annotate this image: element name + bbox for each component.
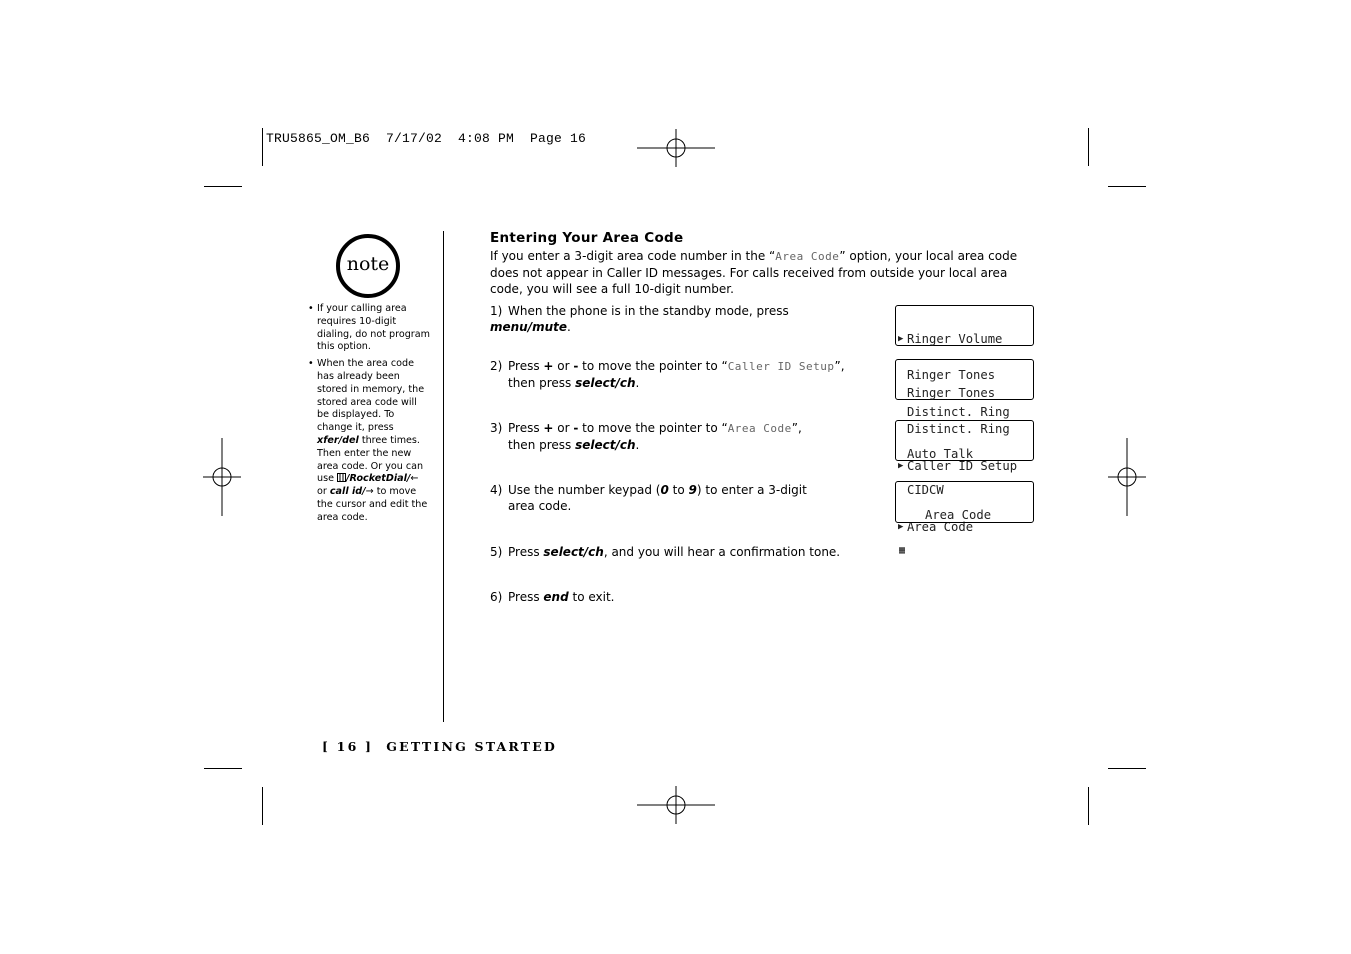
key-rocketdial: /RocketDial/ (346, 473, 411, 485)
page-footer: [ 16 ] GETTING STARTED (322, 739, 558, 754)
lcd-row: ▶ Caller ID Setup (898, 459, 1018, 474)
key-plus: + (543, 359, 554, 373)
note-list (306, 303, 430, 529)
key-0: 0 (660, 483, 669, 497)
lcd-row: CIDCW (907, 483, 944, 498)
lcd-row: ▶ Ringer Volume (898, 331, 1003, 346)
note-bullet: • When the area code has already been stored in memory, the stored area code will be displayed. To change it, press xfer/del three times. Then enter the new area code. Or you can use /RocketDial/← or call id/→ to move the cursor and edit the area code. (306, 358, 430, 524)
crop-mark (262, 787, 263, 825)
step-4: 4) Use the number keypad (0 to 9) to enter a 3-digit area code. (490, 483, 807, 513)
lcd-text: Caller ID Setup (727, 360, 835, 373)
pointer-icon: ▶ (898, 461, 904, 472)
note-label: note (346, 253, 390, 275)
print-slug: TRU5865_OM_B6 7/17/02 4:08 PM Page 16 (266, 131, 587, 146)
lcd-text: Area Code (727, 422, 792, 435)
crop-mark (1088, 128, 1089, 166)
key-end: end (543, 590, 569, 604)
key-select-ch: select/ch (575, 438, 636, 452)
crop-mark (262, 128, 263, 166)
key-select-ch: select/ch (575, 376, 636, 390)
registration-mark-icon (637, 129, 715, 167)
lcd-row: ▶ Area Code (898, 520, 974, 535)
note-bullet: • If your calling area requires 10-digit dialing, do not program this option. (306, 303, 430, 354)
cursor-block-icon: ▦ (899, 545, 906, 557)
registration-mark-icon (203, 438, 241, 516)
registration-mark-icon (637, 786, 715, 824)
key-9: 9 (688, 483, 697, 497)
lcd-text: Area Code (775, 250, 840, 263)
phonebook-icon (337, 473, 346, 482)
lcd-screen-1 (895, 305, 1034, 420)
key-call-id: call id/ (329, 486, 366, 498)
step-3: 3) Press + or - to move the pointer to “Area Code”, then press select/ch. (490, 421, 802, 452)
registration-mark-icon (1108, 438, 1146, 516)
key-xfer-del: xfer/del (317, 434, 359, 446)
lcd-screen-4 (895, 481, 1034, 557)
step-2: 2) Press + or - to move the pointer to “Caller ID Setup”, then press select/ch. (490, 359, 845, 390)
crop-mark (204, 186, 242, 187)
step-6: 6) Press end to exit. (490, 590, 615, 604)
crop-mark (204, 768, 242, 769)
lcd-row: Distinct. Ring (907, 405, 1010, 420)
crop-mark (1088, 787, 1089, 825)
pointer-icon: ▶ (898, 522, 904, 533)
crop-mark (1108, 186, 1146, 187)
section-title: Entering Your Area Code (490, 230, 684, 246)
lcd-row: Ringer Tones (907, 385, 996, 400)
lcd-row: Area Code (925, 507, 992, 522)
step-1: 1) When the phone is in the standby mode, press menu/mute. (490, 304, 789, 334)
key-minus: - (573, 359, 579, 373)
pointer-icon: ▶ (898, 333, 904, 344)
step-5: 5) Press select/ch, and you will hear a confirmation tone. (490, 545, 841, 559)
key-menu-mute: menu/mute (490, 320, 568, 334)
note-icon (336, 234, 400, 298)
intro-paragraph: If you enter a 3-digit area code number in the “Area Code” option, your local area code does not appear in Caller ID messages. For calls received from outside your local area code, you will see a full 10-digit number. (490, 249, 1018, 296)
key-select-ch: select/ch (543, 545, 604, 559)
lcd-row: Distinct. Ring (907, 422, 1010, 437)
column-divider (443, 231, 444, 722)
key-minus: - (573, 421, 579, 435)
key-plus: + (543, 421, 554, 435)
crop-mark (1108, 768, 1146, 769)
lcd-row: Ringer Tones (907, 368, 996, 383)
lcd-row: Auto Talk (907, 446, 974, 461)
